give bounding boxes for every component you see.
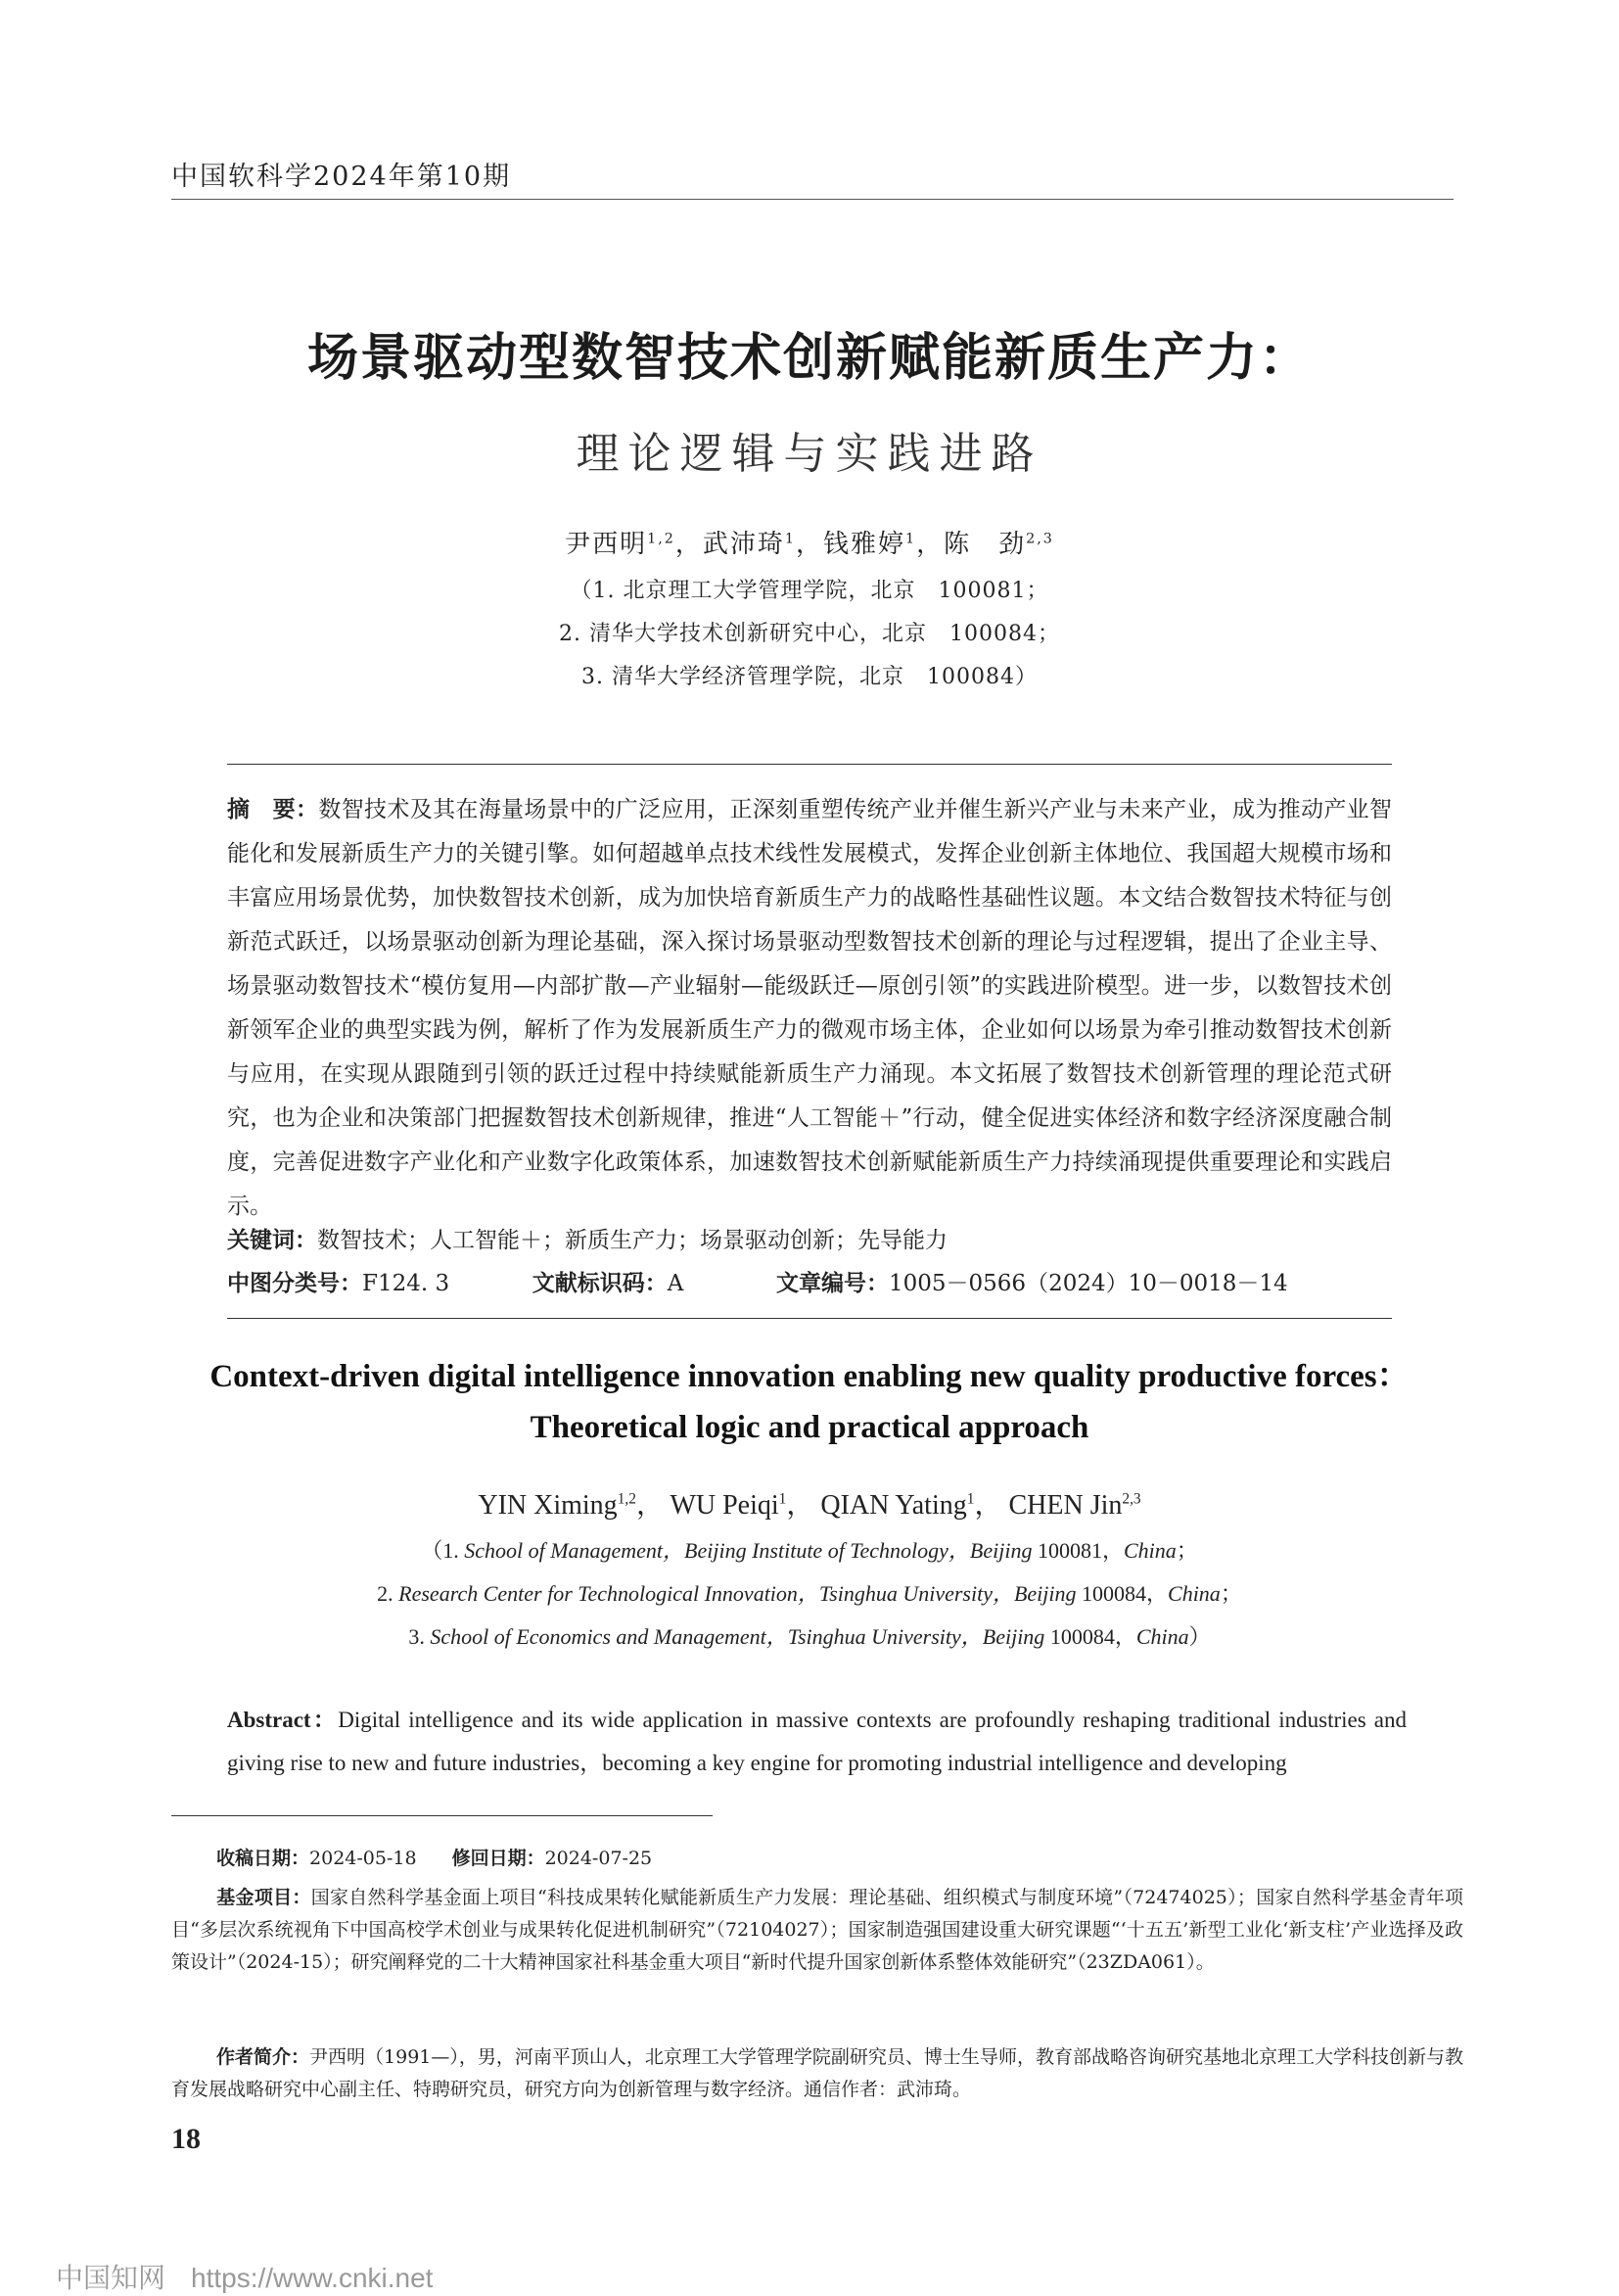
abstract-cn-text: 数智技术及其在海量场景中的广泛应用，正深刻重塑传统产业并催生新兴产业与未来产业，成为推动产业智能化和发展新质生产力的关键引擎。如何超越单点技术线性发展模式，发挥企业创新主体地位、我国超大规模市场和丰富应用场景优势，加快数智技术创新，成为加快培育新质生产力的战略性基础性议题。本文结合数智技术特征与创新范式跃迁，以场景驱动创新为理论基础，深入探讨场景驱动型数智技术创新的理论与过程逻辑，提出了企业主导、场景驱动数智技术“模仿复用—内部扩散—产业辐射—能级跃迁—原创引领”的实践进阶模型。进一步，以数智技术创新领军企业的典型实践为例，解析了作为发展新质生产力的微观市场主体，企业如何以场景为牵引推动数智技术创新与应用，在实现从跟随到引领的跃迁过程中持续赋能新质生产力涌现。本文拓展了数智技术创新管理的理论范式研究，也为企业和决策部门把握数智技术创新规律，推进“人工智能＋”行动，健全促进实体经济和数字经济深度融合制度，完善促进数字产业化和产业数字化政策体系，加速数智技术创新赋能新质生产力持续涌现提供重要理论和实践启示。 xyxy=(227,797,1393,1219)
doc-code: A xyxy=(667,1271,684,1296)
footnote-funding: 基金项目：国家自然科学基金面上项目“科技成果转化赋能新质生产力发展：理论基础、组织模式与制度环境”（72474025）；国家自然科学基金青年项目“多层次系统视角下中国高校学术创业与成果转化促进机制研究”（72104027）；国家制造强国建设重大研究课题“‘十五五’新型工业化‘新支柱’产业选择及政策设计”（2024-15）；研究阐释党的二十大精神国家社科基金重大项目“新时代提升国家创新体系整体效能研究”（23ZDA061）。 xyxy=(171,1887,1463,1973)
abstract-top-rule xyxy=(227,764,1392,765)
author-cn: 钱雅婷 xyxy=(823,530,906,559)
abstract-bottom-rule xyxy=(227,1318,1392,1319)
header-rule xyxy=(171,199,1454,200)
affiliation-en-2: 2. Research Center for Technological Innovation，Tsinghua University，Beijing 100084，China； xyxy=(377,1581,1242,1606)
abstract-cn xyxy=(227,788,1392,1229)
authors-en: YIN Ximing$^{1,2}$， WU Peiqi$^1$， QIAN Yating$^1$， CHEN Jin$^{2,3}$ xyxy=(478,1490,1141,1521)
clc-code: F124. 3 xyxy=(362,1271,450,1296)
paper-title: 场景驱动型数智技术创新赋能新质生产力： xyxy=(306,329,1312,388)
author-cn: 武沛琦 xyxy=(702,530,785,559)
footnote-dates: 收稿日期：2024-05-18 修回日期：2024-07-25 xyxy=(216,1848,653,1869)
cnki-url[interactable]: https://www.cnki.net xyxy=(191,2263,434,2293)
keywords: 关键词：数智技术；人工智能＋；新质生产力；场景驱动创新；先导能力 xyxy=(227,1228,948,1253)
affiliation-en-1: （1. School of Management，Beijing Institute of Technology，Beijing 100081，China； xyxy=(421,1538,1198,1563)
abstract-en: Abstract：Digital intelligence and its wide application in massive contexts are profoundly reshaping traditional industries and giving rise to new and future industries，becoming a key engine for promoting industrial intelligence and developing xyxy=(227,1708,1407,1775)
paper-subtitle: 理论逻辑与实践进路 xyxy=(576,429,1043,479)
author-cn: 陈 劲 xyxy=(944,530,1027,559)
abstract-cn-label: 摘 要： xyxy=(227,797,319,822)
article-number: 1005－0566（2024）10－0018－14 xyxy=(889,1271,1288,1296)
affiliation-cn-3: 3. 清华大学经济管理学院，北京 100084） xyxy=(581,665,1038,689)
journal-header: 中国软科学2024年第10期 xyxy=(171,162,512,192)
affiliation-cn-1: （1. 北京理工大学管理学院，北京 100081； xyxy=(570,579,1049,603)
footnote-author: 作者简介：尹西明（1991—），男，河南平顶山人，北京理工大学管理学院副研究员、博士生导师，教育部战略咨询研究基地北京理工大学科技创新与教育发展战略研究中心副主任、特聘研究员，研究方向为创新管理与数字经济。通信作者：武沛琦。 xyxy=(171,2046,1463,2100)
footnote-rule xyxy=(171,1815,713,1816)
cnki-watermark: 中国知网 https://www.cnki.net xyxy=(56,2262,434,2294)
authors-cn: 尹西明$^{1,2}$，武沛琦$^1$，钱雅婷$^1$，陈 劲$^{2,3}$ xyxy=(565,530,1054,559)
classification: 中图分类号：F124. 3 文献标识码：A 文章编号：1005－0566（2024）10－0018－14 xyxy=(227,1271,1288,1296)
page-number: 18 xyxy=(171,2123,201,2155)
affiliation-cn-2: 2. 清华大学技术创新研究中心，北京 100084； xyxy=(559,622,1060,646)
affiliation-en-3: 3. School of Economics and Management，Tsinghua University，Beijing 100084，China） xyxy=(408,1624,1211,1649)
english-title: Context-driven digital intelligence innovation enabling new quality productive forces： Theoretical logic and practical approach xyxy=(209,1359,1410,1445)
keywords-text: 数智技术；人工智能＋；新质生产力；场景驱动创新；先导能力 xyxy=(317,1228,948,1253)
author-cn: 尹西明 xyxy=(565,530,648,559)
